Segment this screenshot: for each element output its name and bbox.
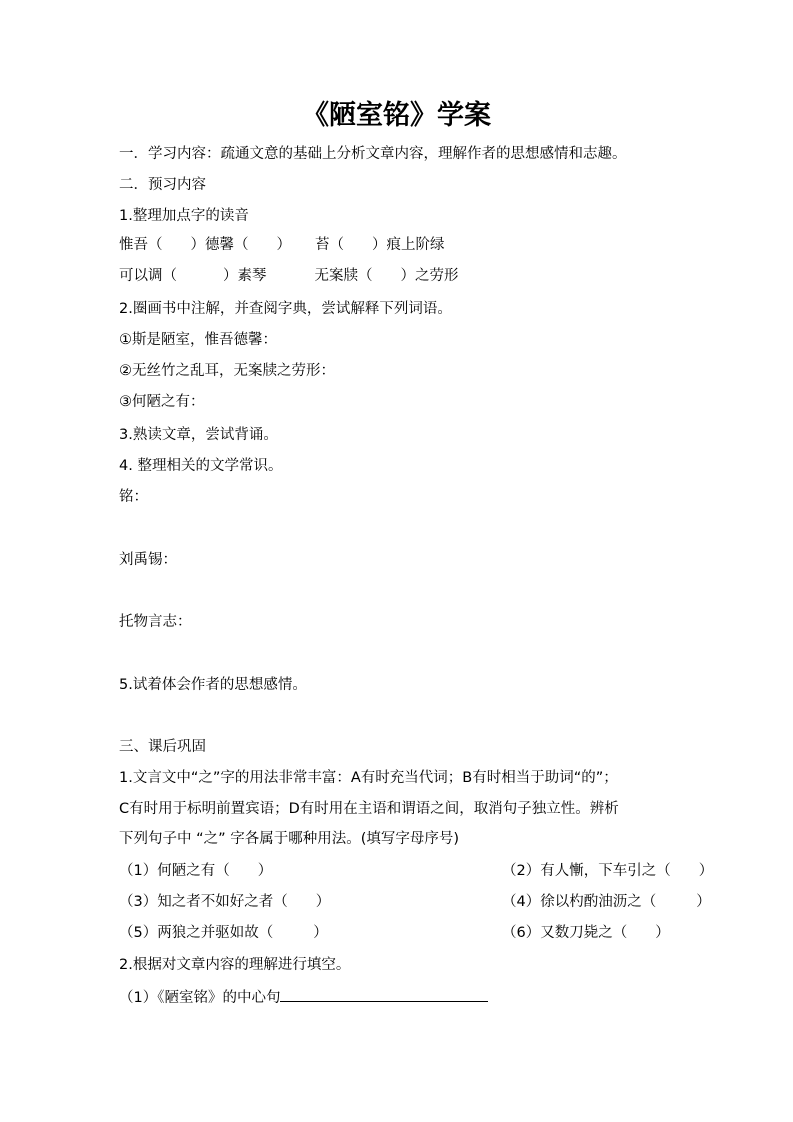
q2-item-2: ②无丝竹之乱耳，无案牍之劳形：: [119, 363, 335, 379]
q2-item-3: ③何陋之有：: [119, 394, 205, 410]
page-title: 《陋室铭》学案: [302, 100, 491, 131]
c1-line-3: 下列句子中 “之” 字各属于哪种用法。(填写字母序号): [119, 831, 460, 847]
c2-heading: 2.根据对文章内容的理解进行填空。: [119, 957, 351, 973]
q5-line: 5.试着体会作者的思想感情。: [119, 677, 307, 693]
q4-heading: 4. 整理相关的文学常识。: [119, 458, 283, 474]
c1-options-row-3: （5）两狼之并驱如故（ ） （6）又数刀毙之（ ）: [119, 925, 670, 941]
answer-blank-line[interactable]: [280, 986, 488, 1002]
c1-line-2: C有时用于标明前置宾语；D有时用在主语和谓语之间，取消句子独立性。辨析: [119, 801, 619, 817]
q3-line: 3.熟读文章，尝试背诵。: [119, 427, 278, 443]
q4-item-ming: 铭：: [119, 489, 148, 505]
q4-item-tuowu-yanzhi: 托物言志：: [119, 614, 192, 630]
pronunciation-row-2: 可以调（ ）素琴 无案牍（ ）之劳形: [119, 268, 459, 284]
q1-heading: 1.整理加点字的读音: [119, 208, 249, 224]
section-learning-content: 一．学习内容：疏通文意的基础上分析文章内容，理解作者的思想感情和志趣。: [119, 146, 627, 162]
section-review-heading: 三、课后巩固: [119, 739, 206, 755]
c1-line-1: 1.文言文中“之”字的用法非常丰富：A有时充当代词；B有时相当于助词“的”；: [119, 770, 618, 786]
q2-item-1: ①斯是陋室，惟吾德馨：: [119, 332, 277, 348]
pronunciation-row-1: 惟吾（ ）德馨（ ） 苔（ ）痕上阶绿: [119, 237, 445, 253]
section-preview-heading: 二．预习内容: [119, 177, 206, 193]
q4-item-liu-yuxi: 刘禹锡：: [119, 552, 177, 568]
c1-options-row-1: （1）何陋之有（ ） （2）有人慚，下车引之（ ）: [119, 863, 714, 879]
c1-options-row-2: （3）知之者不如好之者（ ） （4）徐以杓酌油沥之（ ）: [119, 894, 711, 910]
q2-heading: 2.圈画书中注解，并查阅字典，尝试解释下列词语。: [119, 301, 452, 317]
c2-item-1: （1）《陋室铭》的中心句: [119, 986, 488, 1008]
